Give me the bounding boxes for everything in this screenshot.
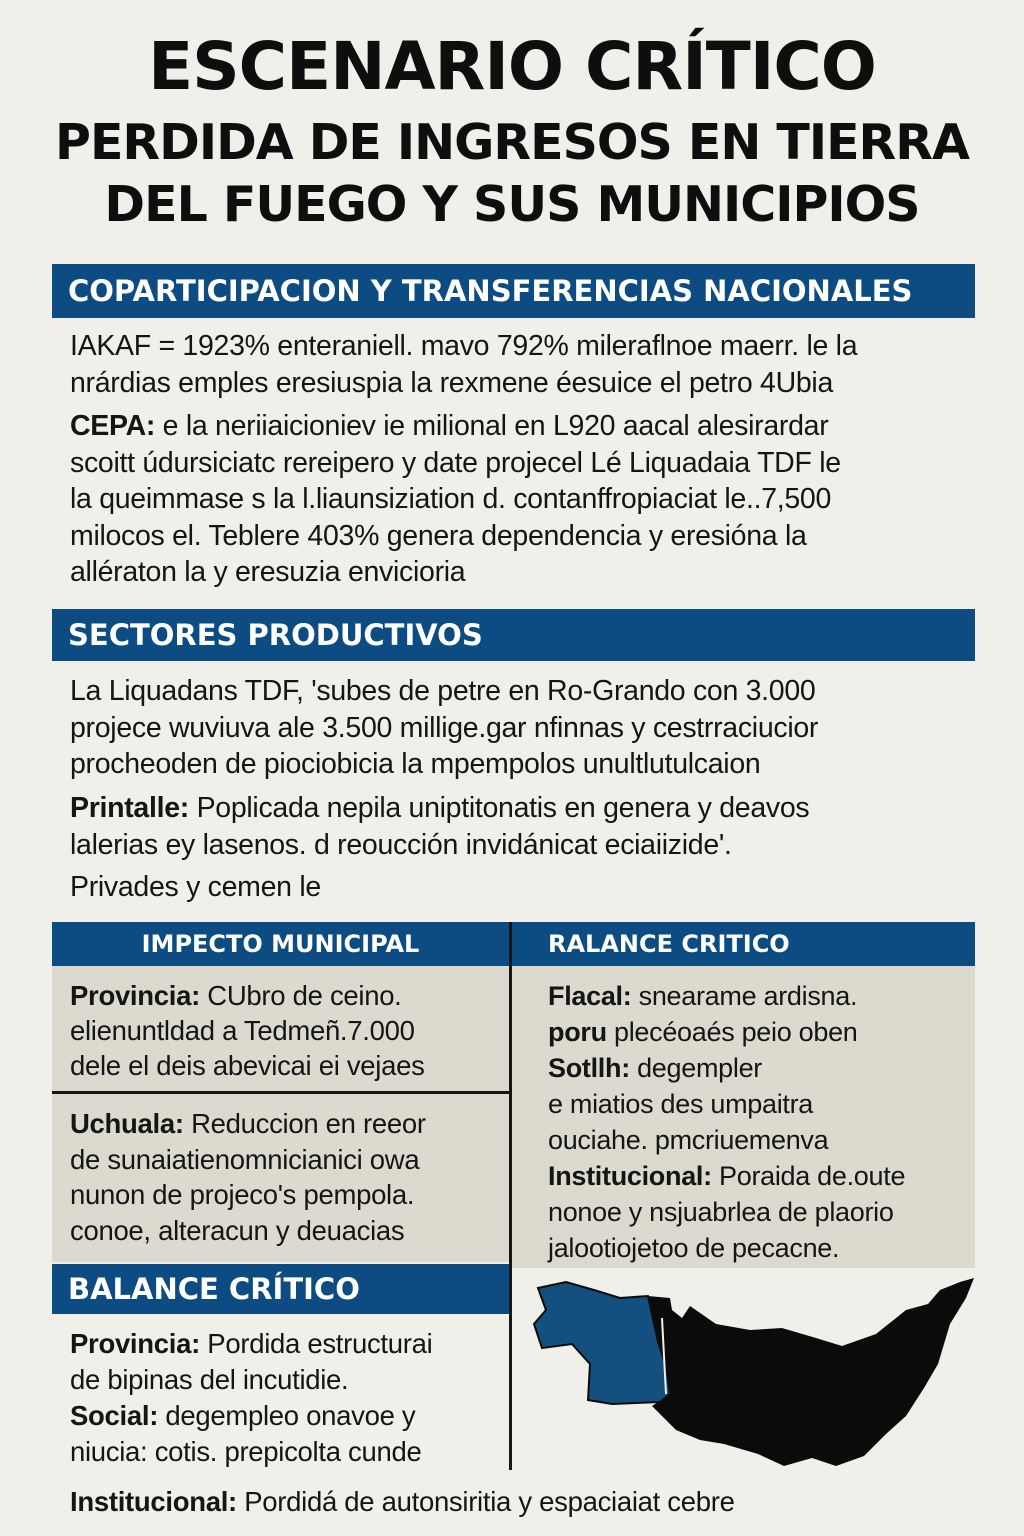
coparticipacion-paragraph-1	[70, 328, 857, 401]
text-line: Pordidá de autonsiritia y espaciaiat cebre	[236, 1486, 735, 1517]
text-line: jalootiojetoo de pecacne.	[548, 1233, 840, 1263]
text-line: plecéoaés peio oben	[606, 1017, 858, 1047]
impacto-heading-bar	[52, 922, 509, 966]
page-subtitle-line-2: DEL FUEGO Y SUS MUNICIPIOS	[104, 176, 920, 233]
balance-left-heading: BALANCE CRÍTICO	[68, 1272, 360, 1306]
text-line: Poplicada nepila uniptitonatis en genera y deavos	[188, 792, 810, 824]
balance-left-heading-bar	[52, 1264, 509, 1314]
text-line: de sunaiatienomnicianici owa	[70, 1143, 420, 1175]
text-line: degempler	[629, 1053, 762, 1083]
balance-right-text	[548, 978, 905, 1266]
flacal-label: Flacal:	[548, 981, 632, 1011]
text-line: niucia: cotis. prepicolta cunde	[70, 1436, 422, 1467]
sectores-paragraph-2	[70, 790, 809, 863]
text-line: allératon la y eresuzia envicioria	[70, 556, 466, 588]
impacto-block-provincia	[70, 978, 425, 1083]
text-line: ouciahe. pmcriuemenva	[548, 1125, 829, 1155]
sectores-heading-bar	[52, 609, 975, 661]
map-province-blue	[534, 1282, 670, 1404]
ushuaia-label: Uchuala:	[70, 1108, 184, 1139]
text-line: dele el deis abevicai ei vejaes	[70, 1050, 425, 1081]
sectores-paragraph-1	[70, 673, 818, 783]
sectores-heading: SECTORES PRODUCTIVOS	[68, 618, 483, 652]
social-label: Social:	[70, 1400, 159, 1431]
coparticipacion-paragraph-2	[70, 408, 841, 591]
provincia-label: Provincia:	[70, 980, 200, 1011]
poru-label: poru	[548, 1017, 607, 1047]
institucional-label: Institucional:	[70, 1486, 237, 1517]
text-line: milocos el. Teblere 403% genera dependencia y eresióna la	[70, 519, 807, 552]
cepa-label: CEPA:	[70, 410, 156, 442]
text-line: nrárdias emples eresiuspia la rexmene éesuice el petro 4Ubia	[70, 366, 833, 399]
text-line: conoe, alteracun y deuacias	[70, 1214, 405, 1246]
text-line: La Liquadans TDF, 'subes de petre en Ro-Grando con 3.000	[70, 675, 816, 707]
text-line: degempleo onavoe y	[158, 1400, 416, 1431]
text-line: projece wuviuva ale 3.500 millige.gar nfinnas y cestrraciucior	[70, 711, 819, 744]
text-line: scoitt údursiciatc rereipero y date projecel Lé Liquadaia TDF le	[70, 446, 841, 479]
text-line: nunon de projeco's pempola.	[70, 1179, 415, 1210]
text-line: de bipinas del incutidie.	[70, 1364, 349, 1395]
page-title: ESCENARIO CRÍTICO	[148, 28, 876, 105]
provincia-label: Provincia:	[70, 1328, 200, 1359]
text-line: CUbro de ceino.	[199, 980, 402, 1011]
text-line: IAKAF = 1923% enteraniell. mavo 792% mileraflnoe maerr. le la	[70, 330, 858, 362]
coparticipacion-heading-bar	[52, 264, 975, 318]
institucional-label: Institucional:	[548, 1161, 712, 1191]
impacto-heading: IMPECTO MUNICIPAL	[141, 930, 420, 958]
impacto-block-ushuaia	[70, 1106, 426, 1248]
text-line: Pordida estructurai	[199, 1328, 433, 1359]
map-island-black	[648, 1278, 974, 1466]
balance-left-text	[70, 1326, 432, 1470]
text-line: nonoe y nsjuabrlea de plaorio	[548, 1197, 894, 1227]
balance-right-heading: RALANCE CRITICO	[548, 930, 790, 958]
page-subtitle-line-1: PERDIDA DE INGRESOS EN TIERRA	[55, 114, 969, 171]
text-line: procheoden de piociobicia la mpempolos unultlutulcaion	[70, 748, 761, 780]
balance-left-institucional	[70, 1484, 735, 1520]
text-line: la queimmase s la l.liaunsiziation d. contanffropiaciat le..7,500	[70, 483, 832, 515]
text-line: Poraida de.oute	[711, 1161, 906, 1191]
coparticipacion-heading: COPARTICIPACION Y TRANSFERENCIAS NACIONALES	[68, 274, 913, 308]
text-line: elienuntldad a Tedmeñ.7.000	[70, 1015, 415, 1046]
sectores-paragraph-3	[70, 869, 321, 906]
text-line: snearame ardisna.	[631, 981, 858, 1011]
printalle-label: Printalle:	[70, 792, 189, 824]
text-line: Reduccion en reeor	[183, 1108, 426, 1139]
text-line: e miatios des umpaitra	[548, 1089, 814, 1119]
text-line: Privades y cemen le	[70, 871, 321, 903]
text-line: lalerias ey lasenos. d reoucción invidánicat eciaiizide'.	[70, 828, 732, 861]
sotllh-label: Sotllh:	[548, 1053, 630, 1083]
tierra-del-fuego-map	[520, 1268, 980, 1478]
balance-right-heading-bar	[512, 922, 975, 966]
text-line: e la neriiaicioniev ie milional en L920 aacal alesirardar	[155, 410, 829, 442]
